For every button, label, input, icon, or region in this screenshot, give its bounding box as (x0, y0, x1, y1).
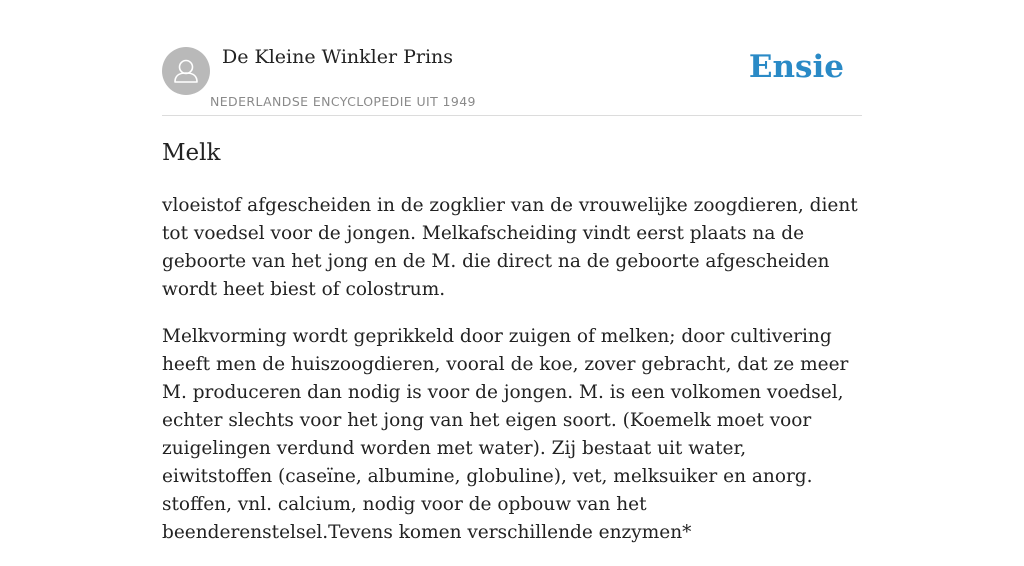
avatar[interactable] (162, 47, 210, 95)
user-icon (162, 47, 210, 95)
article-paragraph: vloeistof afgescheiden in de zogklier van de vrouwelijke zoogdieren, dient tot voedsel voor de jongen. Melkafscheiding vindt eerst plaats na de geboorte van het jong en de M. die direct na de geboorte afgescheiden wordt heet biest of colostrum. (162, 195, 858, 300)
article-paragraph: Melkvorming wordt geprikkeld door zuigen of melken; door cultivering heeft men de huiszoogdieren, vooral de koe, zover gebracht, dat ze meer M. produceren dan nodig is voor de jongen. M. is een volkomen voedsel, echter slechts voor het jong van het eigen soort. (Koemelk moet voor zuigelingen verdund worden met water). Zij bestaat uit water, eiwitstoffen (caseïne, albumine, globuline), vet, melksuiker en anorg. stoffen, vnl. calcium, nodig voor de opbouw van het beenderenstelsel.Tevens komen verschillende enzymen* (162, 326, 849, 543)
author-subtitle: NEDERLANDSE ENCYCLOPEDIE UIT 1949 (210, 94, 476, 109)
header (162, 0, 862, 116)
ensie-logo[interactable]: Ensie (748, 49, 844, 85)
article-body (162, 192, 862, 566)
article-title: Melk (162, 140, 221, 166)
author-name[interactable]: De Kleine Winkler Prins (222, 46, 454, 68)
page (162, 0, 862, 543)
